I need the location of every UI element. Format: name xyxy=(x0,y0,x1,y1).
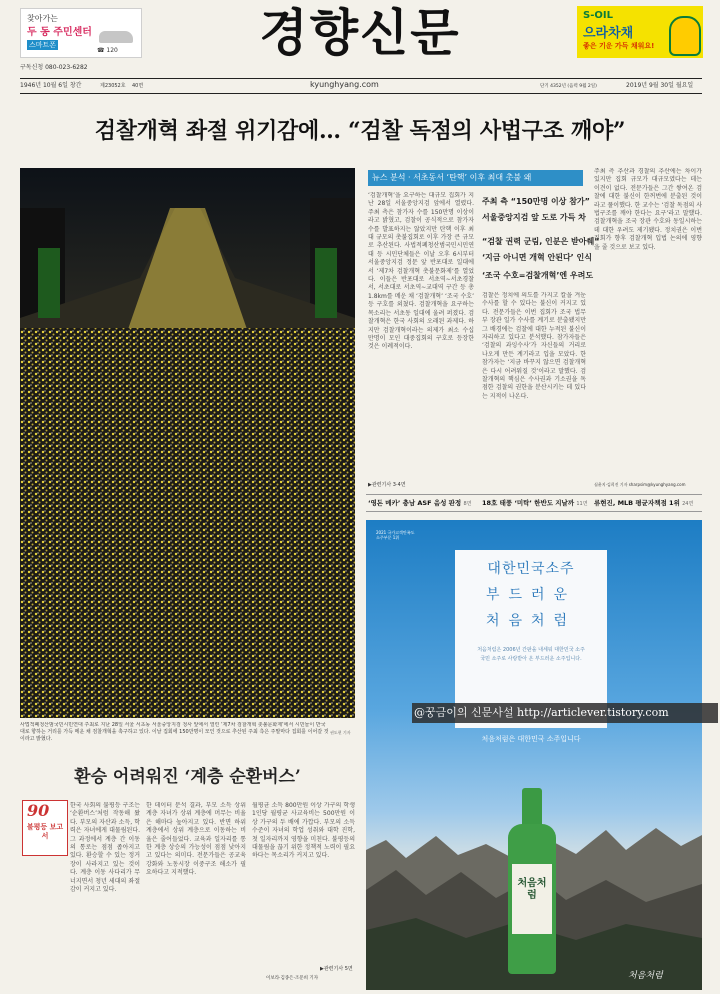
ticker-page: 24면 xyxy=(682,501,694,507)
subhead-5: ‘조국 수호=검찰개혁’엔 우려도 xyxy=(482,271,594,280)
sp-ad-brand: S-OIL xyxy=(583,10,613,21)
ad-line1: 대한민국소주 xyxy=(487,561,575,577)
lunar-date: 단기 4352년 (음력 9월 2일) xyxy=(540,84,597,89)
series-label: 불평등 보고서 xyxy=(26,823,64,840)
news-col2: 검찰은 정치에 의도를 가지고 칼을 겨눈 수사를 할 수 있다는 불신이 커지고 있다. 전문가들은 이번 집회가 조국 법무부 장관 일가 수사를 계기로 분출됐지만 그 배경에는 검찰에 대한 누적된 불신이 자리하고 있다고 분석했다. 참가자들은 ‘검찰의 과잉수사’가 자신들의 거리로 나오게 만든 계기라고 입을 모았다. 한 참가자는 ‘지금 바꾸지 않으면 검찰개혁은 다시 어려워질 것’이라고 말했다. 검찰개혁의 핵심은 수사권과 기소권을 독점한 검찰의 권한을 분산시키는 데 있다는 지적이 나온다. xyxy=(482,292,586,400)
photo-caption: 사법적폐청산범국민시민연대 주최로 지난 28일 서울 서초동 서울중앙지검 청사 앞에서 열린 ‘제7차 검찰개혁 촛불문화제’에서 시민들이 반국대로 향하는 거리를 가득 메운 채 검찰개혁을 촉구하고 있다. 이날 집회에 150만명이 모인 것으로 추산된 주최 측은 주말마다 집회를 이어갈 것이라고 밝혔다. xyxy=(20,722,329,742)
ad-line2: 부드러운 xyxy=(485,587,577,603)
ad-panel xyxy=(455,550,607,728)
sp-ad-sub: 좋은 기운 가득 채워요! xyxy=(583,42,655,50)
masthead-rule xyxy=(20,78,702,79)
main-photo xyxy=(20,168,355,718)
subhead-1: 주최 측 “150만명 이상 참가” xyxy=(482,197,590,206)
ticker-item-2[interactable] xyxy=(482,498,588,507)
news-col3: 주최 측 추산과 경찰의 추산에는 차이가 있지만 집회 규모가 대규모였다는 데는 이견이 없다. 전문가들은 그간 쌓여온 검찰에 대한 불신이 한꺼번에 분출된 것이라고 풀이했다. 한 교수는 ‘검찰 독점의 사법구조를 깨야 한다는 요구’라고 말했다. 검찰개혁을 조국 장관 수호와 동일시하는 데 대한 우려도 제기됐다. 정치권은 이번 집회가 향후 검찰개혁 입법 논의에 영향을 줄 것으로 보고 있다. xyxy=(594,168,702,251)
sp-ad-slogan: 으라차채 xyxy=(583,26,634,41)
subscription-phone: 구독신청 080-023-6282 xyxy=(20,64,88,71)
main-headline: 검찰개혁 좌절 위기감에… “검찰 독점의 사법구조 깨야” xyxy=(94,118,626,144)
news-reporters: 심윤지·김희진 기자 sharpsim@kyunghyang.com xyxy=(594,482,686,487)
ticker-text: 류현진, MLB 평균자책점 1위 xyxy=(594,499,680,507)
ticker-text: ‘영돈 메카’ 충남 ASF 음성 판정 xyxy=(368,499,462,507)
ad-signature: 처음처럼 xyxy=(628,971,663,981)
left-ad-badge: 스마트폰 xyxy=(29,41,57,49)
bottom-col1: 한국 사회의 불평등 구조는 ‘순환버스’처럼 작동해 왔다. 부모의 자산과 소득, 학력은 자녀에게 대물림된다. 그 과정에서 계층 간 이동의 통로는 점점 좁아지고 있다. 환승할 수 있는 정거장이 사라지고 있는 것이다. 계층 이동 사다리가 무너지면서 청년 세대의 좌절감이 커지고 있다. xyxy=(70,802,140,894)
news-analysis-label: 뉴스 분석 · 서초동서 ‘탄핵’ 이후 최대 촛불 왜 xyxy=(368,170,583,186)
series-badge xyxy=(22,800,68,856)
ad-tagline: 처음처럼은 대한민국 소주입니다 xyxy=(481,735,581,743)
ticker-item-1[interactable] xyxy=(368,498,471,507)
bottle-icon xyxy=(504,788,560,978)
bottom-article-title: 환승 어려워진 ‘계층 순환버스’ xyxy=(74,767,301,787)
series-number: 90 xyxy=(27,801,50,820)
bottom-col3: 월평균 소득 800만원 이상 가구의 학생 1인당 월평균 사교육비는 500만원 이상 가구의 두 배에 가깝다. 부모의 소득 수준이 자녀의 학업 성취와 대학 진학, 첫 일자리까지 영향을 미친다. 불평등의 대물림을 끊기 위한 정책적 노력이 필요하다는 목소리가 커지고 있다. xyxy=(252,802,355,860)
ticker-page: 11면 xyxy=(576,501,588,507)
ad-small-text: 처음처럼은 2006년 간판을 내세워 대한민국 소주 국민 소주로 사랑받아 온 부드러운 소주입니다. xyxy=(477,647,585,662)
ticker-page: 8면 xyxy=(463,501,472,507)
watermark: @꿍금이의 신문사설 http://articlever.tistory.com xyxy=(412,703,718,723)
subhead-3: “검찰 권력 군림, 인분은 받아쒜” xyxy=(482,237,600,246)
subhead-4: ‘지금 아니면 개혁 안된다’ 인식 xyxy=(482,253,592,262)
issue-date: 2019년 9월 30일 월요일 xyxy=(626,82,694,89)
page-count: 40면 xyxy=(132,83,144,89)
site-url[interactable]: kyunghyang.com xyxy=(310,80,379,89)
bottom-col2: 한 데이터 분석 결과, 부모 소득 상위 계층 자녀가 상위 계층에 머무는 비율은 해마다 높아지고 있다. 반면 하위 계층에서 상위 계층으로 이동하는 비율은 줄어들었다. 교육과 일자리를 통한 계층 상승의 가능성이 점점 낮아지고 있다는 의미다. 전문가들은 공교육 강화와 노동시장 이중구조 해소가 필요하다고 지적했다. xyxy=(146,802,246,877)
founded-date: 1946년 10월 6일 창간 xyxy=(20,82,82,89)
left-ad-phone: ☎ 120 xyxy=(97,47,118,54)
bottom-related-byline[interactable]: ▶관련기사 5면 xyxy=(320,966,353,972)
left-ad-text1: 찾아가는 xyxy=(27,14,58,23)
news-related-byline[interactable]: ▶관련기사 3·4면 xyxy=(368,482,406,488)
ad-top-label: 2021 국가고객만족도 소주부문 1위 xyxy=(376,530,415,540)
soil-header-ad[interactable] xyxy=(577,6,703,58)
issue-number: 제23052호 xyxy=(100,83,126,89)
masthead-rule-bottom xyxy=(20,93,702,94)
ad-line3: 처음처럼 xyxy=(485,613,577,629)
ticker-item-3[interactable] xyxy=(594,498,693,507)
bottle-label: 처음처럼 xyxy=(517,878,547,901)
photo-credit: 권도현 기자 xyxy=(330,730,351,735)
mascot-icon xyxy=(669,16,701,56)
left-ad-text2: 두 동 주민센터 xyxy=(27,27,92,38)
bottom-reporters: 이보라·김종은·조문희 기자 xyxy=(266,976,319,981)
subhead-2: 서울중앙지검 앞 도로 가득 차 xyxy=(482,213,586,222)
soju-ad[interactable] xyxy=(366,520,702,990)
masthead-title: 경향신문 xyxy=(259,3,461,62)
news-col1: ‘검찰개혁’을 요구하는 대규모 집회가 지난 28일 서울중앙지검 앞에서 열렸다. 주최 측은 참가자 수를 150만명 이상이라고 밝혔고, 검찰이 공식적으로 참가자 수를 발표하지는 않았지만 탄핵 이후 최대 규모의 촛불집회로 이후 가장 큰 규모로 추산된다. 사법적폐청산범국민시민연대 등 시민단체들은 이날 오후 6시부터 서울중앙지검 정문 앞 반포대로 일대에서 ‘제7차 검찰개혁 촛불문화제’를 열었다. 이들은 반포대로 서초역∼서초경찰서, 서초대로 서초역∼교대역 구간 등 총 1.8km를 메운 채 ‘검찰개혁’ ‘조국 수호’ 등 구호를 외쳤다. 검찰개혁을 요구하는 목소리는 서초동 일대에 울려 퍼졌다. 검찰개혁은 한국 사회의 오래된 과제다. 하지만 검찰개혁이라는 의제가 최소 수십만명이 모인 대중집회의 구호로 등장한 것은 이례적이다. xyxy=(368,192,474,351)
ticker-text: 18호 태풍 ‘미탁’ 한반도 지날까 xyxy=(482,499,575,507)
